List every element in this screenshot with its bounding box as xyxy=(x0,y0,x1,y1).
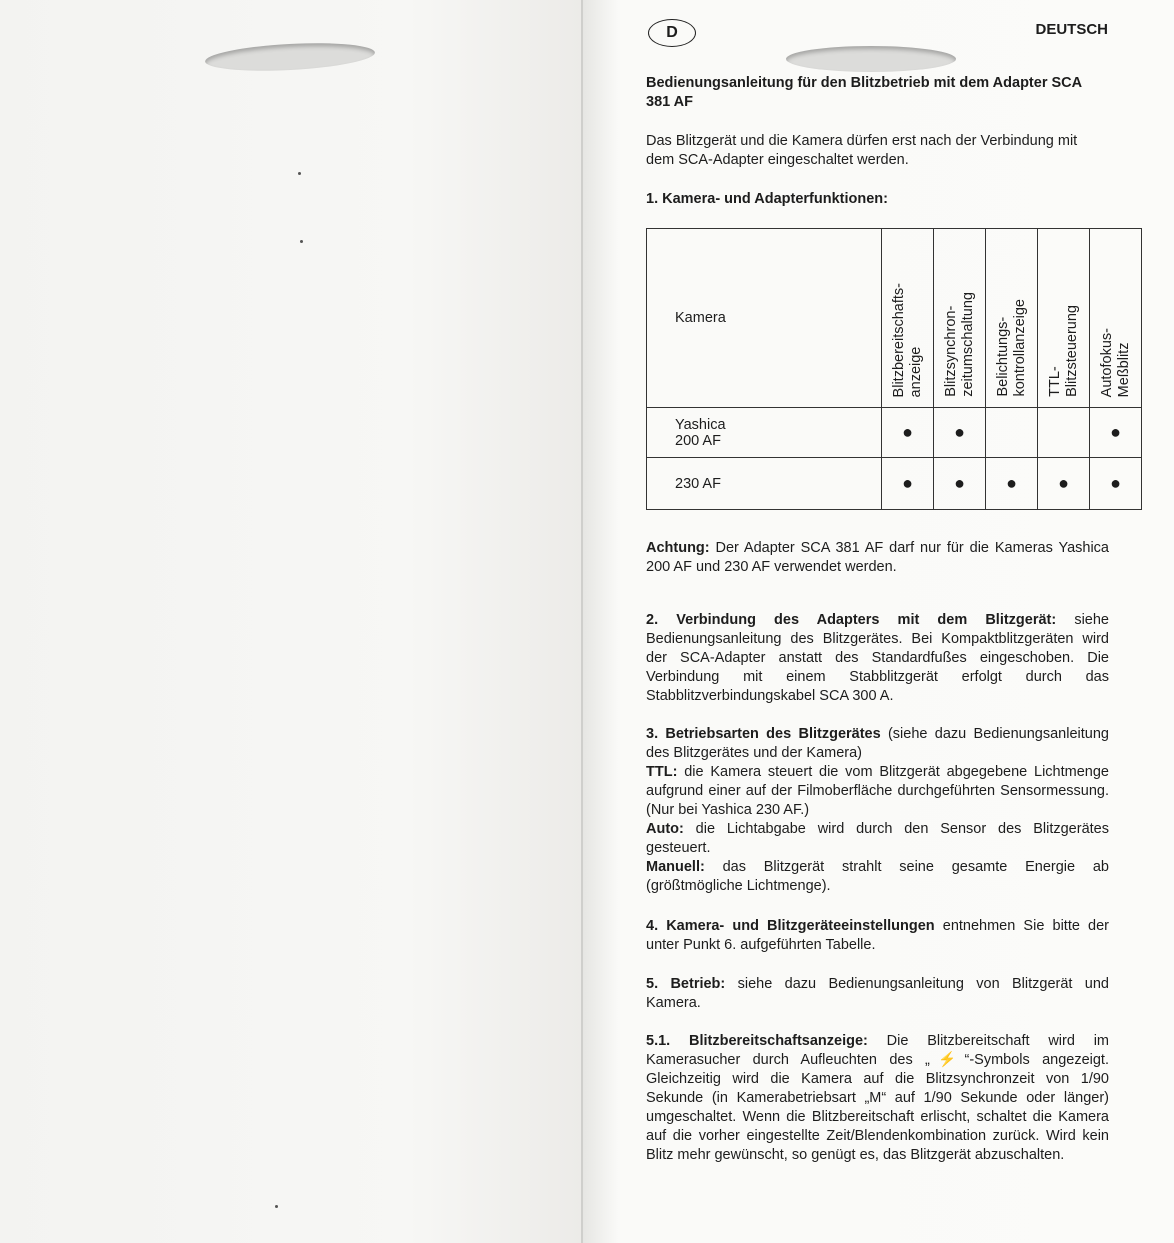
section4-paragraph: 4. Kamera- und Blitzgeräteeinstellungen entnehmen Sie bitte der unter Punkt 6. aufgeführten Tabelle. xyxy=(646,918,1109,953)
hanger-hole-left xyxy=(204,40,375,75)
hanger-hole-right xyxy=(786,46,956,72)
language-badge: D xyxy=(648,19,696,47)
document-title: Bedienungsanleitung für den Blitzbetrieb mit dem Adapter SCA 381 AF xyxy=(646,75,1082,110)
section3-paragraph: 3. Betriebsarten des Blitzgerätes (siehe dazu Bedienungsanleitung des Blitzgerätes und der Kamera) TTL: die Kamera steuert die vom Blitzgerät abgegebene Lichtmenge aufgrund einer auf der Filmoberfläche durchgeführten Sensormessung. (Nur bei Yashica 230 AF.) Auto: die Lichtabgabe wird durch den Sensor des Blitzgerätes gesteuert. Manuell: das Blitzgerät strahlt seine gesamte Energie ab (größtmögliche Lichtmenge). xyxy=(646,726,1109,894)
section2-paragraph: 2. Verbindung des Adapters mit dem Blitzgerät: siehe Bedienungsanleitung des Blitzgerätes. Bei Kompaktblitzgeräten wird der SCA-Adapter anstatt des Standardfußes eingeschoben. Die Verbindung mit einem Stabblitzgerät erfolgt durch das Stabblitzverbindungskabel SCA 300 A. xyxy=(646,612,1109,704)
table-cell: ● xyxy=(1090,458,1142,510)
table-cell: ● xyxy=(986,458,1038,510)
table-cell xyxy=(1038,408,1090,458)
table-cell: ● xyxy=(1090,408,1142,458)
table-row xyxy=(647,458,1142,510)
speck xyxy=(300,240,303,243)
left-blank-page xyxy=(0,0,583,1243)
column-header: Belichtungs- kontrollanzeige xyxy=(986,229,1038,408)
language-label: DEUTSCH xyxy=(1035,21,1108,38)
table-cell: ● xyxy=(934,408,986,458)
table-cell: ● xyxy=(934,458,986,510)
column-header: Autofokus- Meßblitz xyxy=(1090,229,1142,408)
section1-title: 1. Kamera- und Adapterfunktionen: xyxy=(646,191,888,207)
row-label: 230 AF xyxy=(647,458,882,510)
column-header: Blitzbereitschafts- anzeige xyxy=(882,229,934,408)
table-cell: ● xyxy=(882,408,934,458)
achtung-paragraph: Achtung: Der Adapter SCA 381 AF darf nur für die Kameras Yashica 200 AF und 230 AF verwendet werden. xyxy=(646,540,1109,575)
camera-function-table xyxy=(646,228,1142,510)
table-cell: ● xyxy=(1038,458,1090,510)
speck xyxy=(298,172,301,175)
speck xyxy=(275,1205,278,1208)
camera-column-header: Kamera xyxy=(647,229,882,408)
intro-paragraph: Das Blitzgerät und die Kamera dürfen erst nach der Verbindung mit dem SCA-Adapter eingeschaltet werden. xyxy=(646,133,1078,168)
column-header: TTL- Blitzsteuerung xyxy=(1038,229,1090,408)
section5-paragraph: 5. Betrieb: siehe dazu Bedienungsanleitung von Blitzgerät und Kamera. xyxy=(646,976,1109,1011)
table-cell xyxy=(986,408,1038,458)
table-row xyxy=(647,408,1142,458)
column-header: Blitzsynchron- zeitumschaltung xyxy=(934,229,986,408)
section51-paragraph: 5.1. Blitzbereitschaftsanzeige: Die Blitzbereitschaft wird im Kamerasucher durch Aufleuchten des „⚡“-Symbols angezeigt. Gleichzeitig wird die Kamera auf die Blitzsynchronzeit von 1/90 Sekunde (in Kamerabetriebsart „M“ auf 1/90 Sekunde oder länger) umgeschaltet. Wenn die Blitzbereitschaft erlischt, schaltet die Kamera auf die vorher eingestellte Zeit/Blendenkombination zurück. Wird kein Blitz mehr gewünscht, so genügt es, das Blitzgerät abzuschalten. xyxy=(646,1033,1110,1163)
table-header-row xyxy=(647,229,1142,408)
table-cell: ● xyxy=(882,458,934,510)
row-label: Yashica 200 AF xyxy=(647,408,882,458)
